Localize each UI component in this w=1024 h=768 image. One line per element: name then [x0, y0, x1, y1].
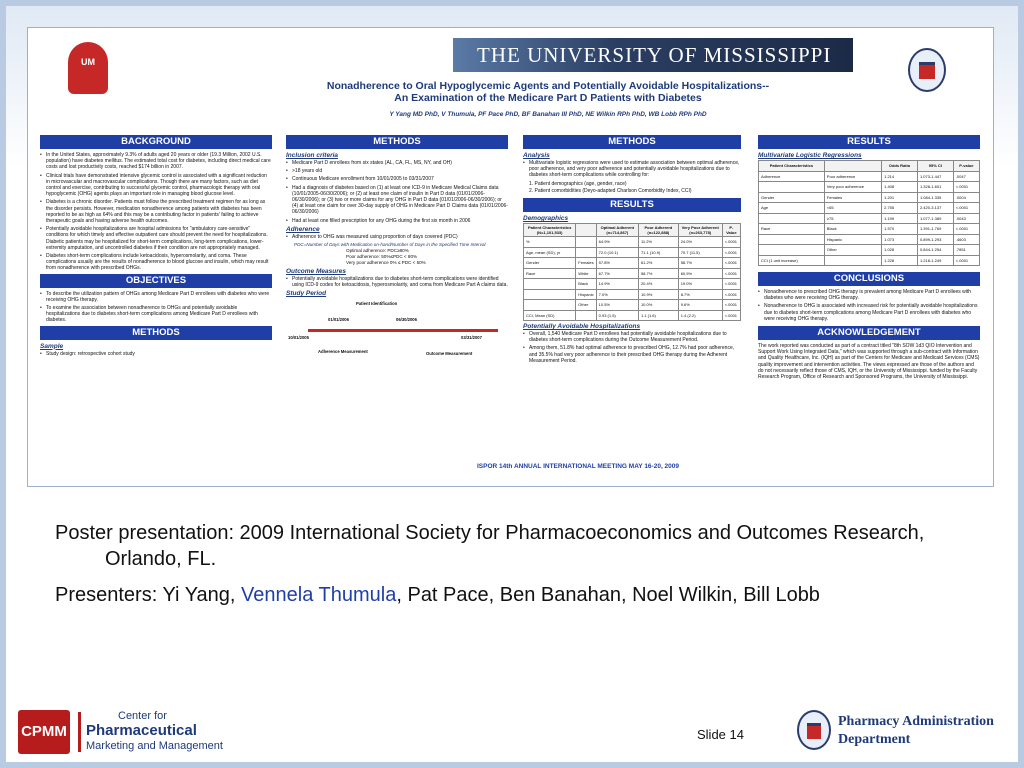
table-cell: 9.6%	[678, 300, 722, 311]
table-header: Odds Ratio	[882, 161, 918, 172]
list-item: • To examine the association between nonadherence to OHGs and potentially avoidable hospitalizations due to diabetes short-term complications among Medicare Part D enrollees with diabetes.	[40, 305, 272, 324]
table-row	[524, 258, 741, 269]
table-cell: 8.7%	[678, 289, 722, 300]
table-cell	[759, 234, 825, 245]
list-item: • Diabetes is a chronic disorder. Patients must follow the prescribed treatment regimen for as long as the disorder persists. However, medication nonadherence among patients with diabetes has been reported to be as high as 64% and this may be a contributing factor in patients' failing to achieve therapeutic goals and having adverse health outcomes.	[40, 199, 272, 224]
list-item: • >18 years old	[286, 168, 508, 174]
table-cell: 1.077-1.389	[917, 213, 953, 224]
table-cell: 1.218-1.249	[917, 255, 953, 266]
adherence-label: Adherence	[286, 225, 320, 233]
methods-header-col2: METHODS	[286, 135, 508, 149]
poster-authors: Y Yang MD PhD, V Thumula, PF Pace PhD, BF Banahan III PhD, NE Wilkin RPh PhD, WB Lobb RPh PhD	[389, 111, 707, 118]
table-cell: Race	[759, 224, 825, 235]
table-cell	[576, 237, 596, 248]
table-cell: <65	[824, 203, 881, 214]
pah-list	[523, 331, 741, 364]
list-item: • Clinical trials have demonstrated intensive glycemic control is associated with a significant reduction in microvascular and macrovascular complications. Though there are many factors, such as diet control and exercise, contributing to successful glycemic control, pharmacologic therapy with oral hypoglycemic (OHG) agents plays an important role in managing blood glucose level.	[40, 173, 272, 198]
table-row	[524, 310, 741, 321]
objectives-header: OBJECTIVES	[40, 274, 272, 288]
table-row	[759, 213, 980, 224]
table-cell: <.0001	[722, 247, 740, 258]
table-header: 95% CI	[917, 161, 953, 172]
list-item: 1. Patient demographics (age, gender, race)	[529, 180, 627, 187]
poster-col-background	[40, 135, 272, 359]
table-row	[524, 279, 741, 290]
table-row	[759, 234, 980, 245]
methods-header-col3: METHODS	[523, 135, 741, 149]
marketing-management-label: Marketing and Management	[86, 740, 223, 752]
list-item: • Medicare Part D enrollees from six states (AL, CA, FL, MS, NY, and OH)	[286, 160, 508, 166]
table-cell: 71.1 (10.9)	[638, 247, 678, 258]
pharmacy-seal-icon	[908, 48, 946, 92]
pharmacy-administration-logo-text	[838, 713, 1018, 749]
pdc-level: Poor adherence: 50%≤PDC < 80%	[346, 254, 418, 260]
table-header	[576, 224, 596, 237]
study-period-label: Study Period	[286, 290, 327, 298]
presenters-rest: , Pat Pace, Ben Banahan, Noel Wilkin, Bill Lobb	[396, 584, 820, 606]
list-item: • Among them, 51.8% had optimal adherence to prescribed OHG, 12.7% had poor adherence, and 35.5% had very poor adherence to their prescribed OHG therapy during the Adherent Measurement Period.	[523, 345, 741, 364]
table-cell: 1.201	[882, 192, 918, 203]
table-cell: Other	[576, 300, 596, 311]
table-row	[759, 255, 980, 266]
table-header: Poor Adherent (n=122,888)	[638, 224, 678, 237]
table-cell: 11.2%	[638, 237, 678, 248]
pdc-formula: PDC=Number of Days with Medication on-hand/Number of Days in the Specified Time Interval	[294, 242, 486, 248]
table-cell: 67.7%	[596, 268, 638, 279]
table-cell: 1.570	[882, 224, 918, 235]
methods-header-col1: METHODS	[40, 326, 272, 340]
analysis-label: Analysis	[523, 152, 550, 159]
table-cell: Race	[524, 268, 576, 279]
outcome-label: Outcome Measures	[286, 268, 346, 276]
table-cell: 61.2%	[638, 258, 678, 269]
outcome-list	[286, 276, 508, 288]
list-item: • Nonadherence to prescribed OHG therapy is prevalent among Medicare Part D enrollees with diabetes who were receiving OHG therapy.	[758, 289, 980, 301]
table-cell: Black	[824, 224, 881, 235]
list-item: • Potentially avoidable hospitalizations are hospital admissions for "ambulatory care-sensitive" conditions for which timely and effective outpatient care should prevent the need for hospitalizations. Diabetic patients may be hospitalized for short-term complications, long-term complications, lower-extremity amputation, and uncontrolled diabetes if their condition are not appropriately managed.	[40, 226, 272, 251]
table-cell: Poor adherence	[824, 171, 881, 182]
meeting-footer: ISPOR 14th ANNUAL INTERNATIONAL MEETING MAY 16-20, 2009	[476, 463, 680, 470]
demographics-table	[523, 223, 741, 321]
timeline-date: 10/01/2005	[288, 335, 309, 341]
inclusion-label: Inclusion criteria	[286, 152, 339, 159]
table-row	[524, 247, 741, 258]
table-cell: 57.8%	[596, 258, 638, 269]
table-header: P-value	[953, 161, 979, 172]
cpmm-logo: CPMM	[18, 710, 70, 754]
poster-image	[27, 27, 994, 487]
mlr-label: Multivariate Logistic Regressions	[758, 152, 862, 159]
table-cell: Hispanic	[576, 289, 596, 300]
list-item: • In the United States, approximately 9.3% of adults aged 20 years or older (19.3 Million, 2002 U.S. population) have diabetes mellitus. The estimated total cost for diabetes, including direct medical care costs and lost productivity costs, reached $174 billion in 2007.	[40, 152, 272, 171]
table-cell: <.0001	[722, 279, 740, 290]
table-cell: Females	[576, 258, 596, 269]
table-row	[759, 192, 980, 203]
table-header: Patient Characteristics	[759, 161, 825, 172]
inclusion-list	[286, 160, 508, 224]
table-cell: 1.408	[882, 182, 918, 193]
university-banner: THE UNIVERSITY OF MISSISSIPPI	[453, 38, 853, 72]
table-cell: Adherence	[759, 171, 825, 182]
table-cell: .0043	[953, 213, 979, 224]
table-cell: 19.0%	[678, 279, 722, 290]
analysis-list	[523, 160, 741, 179]
table-row	[524, 268, 741, 279]
table-cell	[524, 300, 576, 311]
table-cell: .0047	[953, 171, 979, 182]
table-cell	[824, 255, 881, 266]
table-row	[759, 224, 980, 235]
table-cell	[576, 310, 596, 321]
table-cell: 24.0%	[678, 237, 722, 248]
table-header: P-Value	[722, 224, 740, 237]
table-cell	[576, 247, 596, 258]
table-cell: <.0001	[953, 224, 979, 235]
pah-label: Potentially Avoidable Hospitalizations	[523, 323, 641, 331]
poster-col-analysis	[523, 135, 741, 366]
table-cell: 1.1 (1.6)	[638, 310, 678, 321]
table-cell: .0004	[953, 192, 979, 203]
cpmm-divider	[78, 712, 81, 752]
table-cell: 1.328-1.601	[917, 182, 953, 193]
list-item: • Had at least one filled prescription for any OHG during the first six month in 2006	[286, 218, 508, 224]
table-cell: Black	[576, 279, 596, 290]
table-cell: 58.7%	[638, 268, 678, 279]
table-cell: 14.9%	[596, 279, 638, 290]
table-row	[524, 224, 741, 237]
pdc-level: Very poor adherence 0% ≤ PDC < 50%	[346, 260, 426, 266]
list-item: 2. Patient comorbidities (Deyo-adapted Charlson Comorbidity Index, CCI)	[529, 187, 692, 194]
table-header: Very Poor Adherent (n=263,778)	[678, 224, 722, 237]
table-cell: 64.9%	[596, 237, 638, 248]
acknowledgement-header: ACKNOWLEDGEMENT	[758, 326, 980, 340]
table-row	[759, 171, 980, 182]
results-header-col4: RESULTS	[758, 135, 980, 149]
table-cell: <.0001	[953, 203, 979, 214]
table-cell: 1.073-1.447	[917, 171, 953, 182]
timeline-date: 01/01/2006	[328, 317, 349, 323]
timeline-label: Adherence Measurement	[318, 349, 368, 355]
table-cell: 10.0%	[638, 300, 678, 311]
table-header: Patient Characteristics (N=1,101,533)	[524, 224, 576, 237]
background-header: BACKGROUND	[40, 135, 272, 149]
pad-line1: Pharmacy Administration	[838, 714, 994, 729]
list-item: • Overall, 1,540 Medicare Part D enrollees had potentially avoidable hospitalizations due to diabetes short-term complications during the Outcome Measurement Period.	[523, 331, 741, 343]
table-cell: White	[576, 268, 596, 279]
table-cell	[524, 289, 576, 300]
sample-label: Sample	[40, 342, 64, 350]
table-cell: 1.084-1.335	[917, 192, 953, 203]
timeline-label: Patient Identification	[356, 301, 398, 307]
table-cell: 0.899-1.293	[917, 234, 953, 245]
table-cell: 60.9%	[678, 268, 722, 279]
table-cell: 1.199	[882, 213, 918, 224]
study-period-timeline	[286, 299, 508, 363]
objectives-list	[40, 291, 272, 324]
table-cell: 70.7 (11.5)	[678, 247, 722, 258]
list-item: • To describe the utilization pattern of OHGs among Medicare Part D enrollees with diabetes who were receiving OHG therapy.	[40, 291, 272, 303]
table-cell	[759, 182, 825, 193]
presenters-prefix: Presenters: Yi Yang,	[55, 584, 242, 606]
table-cell: 1.214	[882, 171, 918, 182]
table-row	[759, 182, 980, 193]
poster-col-methods	[286, 135, 508, 363]
list-item: • Potentially avoidable hospitalizations due to diabetes short-term complications were identified using ICD-9 codes for ketoacidosis, hyperosmolarity, and coma from Medicare Part A claims data.	[286, 276, 508, 288]
pad-line2: Department	[838, 732, 911, 747]
timeline-date: 03/31/2007	[461, 335, 482, 341]
table-cell: 1.4 (2.2)	[678, 310, 722, 321]
table-cell: Other	[824, 245, 881, 256]
pharmaceutical-label: Pharmaceutical	[86, 722, 197, 739]
adherence-list	[286, 234, 508, 240]
table-cell: 0.93 (1.5)	[596, 310, 638, 321]
table-cell: 10.5%	[596, 300, 638, 311]
presenter-highlight: Vennela Thumula	[241, 584, 397, 606]
list-item: • Nonadherence to OHG is associated with increased risk for potentially avoidable hospitalizations due to diabetes short-term complications among Medicare Part D enrollees with diabetes who were receiving OHG therapy.	[758, 303, 980, 322]
table-cell: 72.0 (10.1)	[596, 247, 638, 258]
table-row	[524, 300, 741, 311]
table-cell: <.0001	[722, 258, 740, 269]
list-item: • Had a diagnosis of diabetes based on (1) at least one ICD-9 in Medicare Medical Claims data (10/01/2005-06/30/2006); or (2) at least one claim of insulin in Part D data (01/01/2006-06/30/2006); or (3) two or more claims for any OHG in Part D data (01/01/2006-06/30/2006); or (4) at least one claim for over 30-day supply of OHG in Medicare Part D Claims data (01/01/2006-06/30/2006)	[286, 185, 508, 216]
table-cell: <.0001	[722, 300, 740, 311]
table-cell: <.0001	[953, 255, 979, 266]
table-cell: <.0001	[722, 310, 740, 321]
timeline-date: 06/30/2006	[396, 317, 417, 323]
university-seal-logo: UM	[68, 42, 108, 94]
analysis-items	[523, 181, 741, 194]
table-cell: ≥75	[824, 213, 881, 224]
table-row	[759, 203, 980, 214]
table-header	[824, 161, 881, 172]
list-item: • Adherence to OHG was measured using proportion of days covered (PDC)	[286, 234, 508, 240]
table-cell: 20.4%	[638, 279, 678, 290]
conclusions-list	[758, 289, 980, 322]
table-cell: Age	[759, 203, 825, 214]
table-cell	[524, 279, 576, 290]
table-cell	[759, 213, 825, 224]
table-cell: Very poor adherence	[824, 182, 881, 193]
table-cell: 0.844-1.254	[917, 245, 953, 256]
slide-number: Slide 14	[697, 727, 744, 742]
conclusions-header: CONCLUSIONS	[758, 272, 980, 286]
table-cell: Hispanic	[824, 234, 881, 245]
table-cell: <.0001	[953, 182, 979, 193]
caption-presenters	[55, 582, 995, 608]
caption-poster-presentation: Poster presentation: 2009 International Society for Pharmacoeconomics and Outcomes Research, Orlando, FL.	[55, 522, 925, 570]
timeline-label: Outcome Measurement	[426, 351, 473, 357]
table-row	[524, 237, 741, 248]
acknowledgement-text: The work reported was conducted as part of a contract titled "8th SOW 1d3 QIO Intervention and Support Work Using Integrated Data," which was supported through a sub-contract with Information and Quality Healthcare, Inc. (IQH) as part of the Centers for Medicare and Medicaid Services (CMS) quality improvement and intervention activities. The views expressed are those of the authors and do not necessarily reflect those of CMS, IQH, or the University of Mississippi. funded by the Faculty Research Program, Office of Research and Sponsored Programs, the University of Mississippi.	[758, 343, 980, 381]
poster-title	[258, 80, 838, 104]
table-cell: 1.228	[882, 255, 918, 266]
list-item: • Multivariate logistic regressions were used to estimate association between optimal adherence, poor adherence, and very poor adherence and potentially avoidable hospitalizations due to diabetes short-term complications while controlling for:	[523, 160, 741, 179]
table-cell: <.0001	[722, 268, 740, 279]
table-cell: CCI, Mean (SD)	[524, 310, 576, 321]
table-cell: <.0001	[722, 289, 740, 300]
table-cell: Gender	[759, 192, 825, 203]
pdc-level: Optimal adherence: PDC≥80%	[346, 248, 409, 254]
center-for-label: Center for	[118, 710, 167, 722]
list-item: • Diabetes short-term complications include ketoacidosis, hyperosmolarity, and coma. These complications usually are the results of nonadherence to blood glucose and insulin, which may result from nonadherence with prescribed OHGs.	[40, 253, 272, 272]
results-header-col3: RESULTS	[523, 198, 741, 212]
table-cell: 10.9%	[638, 289, 678, 300]
list-item: • Study design: retrospective cohort study	[40, 351, 272, 357]
sample-list	[40, 351, 272, 357]
table-cell: %	[524, 237, 576, 248]
poster-title-line1: Nonadherence to Oral Hypoglycemic Agents and Potentially Avoidable Hospitalizations--	[326, 80, 770, 92]
table-cell: .4603	[953, 234, 979, 245]
cpmm-text	[86, 709, 226, 753]
table-cell: CCI (1 unit increase)	[759, 255, 825, 266]
table-cell: 58.7%	[678, 258, 722, 269]
table-cell: 1.073	[882, 234, 918, 245]
table-cell: 2.420-3.137	[917, 203, 953, 214]
table-cell: Females	[824, 192, 881, 203]
background-list	[40, 152, 272, 272]
table-cell	[759, 245, 825, 256]
demographics-label: Demographics	[523, 215, 569, 223]
table-row	[759, 161, 980, 172]
table-cell: Age, mean (SD), yr	[524, 247, 576, 258]
table-cell: 1.028	[882, 245, 918, 256]
table-cell: .7851	[953, 245, 979, 256]
poster-title-line2: An Examination of the Medicare Part D Patients with Diabetes	[394, 92, 702, 104]
table-cell: 2.755	[882, 203, 918, 214]
table-cell: 7.0%	[596, 289, 638, 300]
table-cell: Gender	[524, 258, 576, 269]
poster-col-results	[758, 135, 980, 380]
mlr-table	[758, 160, 980, 266]
table-row	[759, 245, 980, 256]
table-row	[524, 289, 741, 300]
table-cell: <.0001	[722, 237, 740, 248]
timeline-bar	[308, 329, 498, 332]
table-cell: 1.391-1.769	[917, 224, 953, 235]
pharmacy-seal-icon	[797, 710, 831, 750]
list-item: • Continuous Medicare enrollment from 10/01/2005 to 03/31/2007	[286, 176, 508, 182]
table-header: Optimal Adherent (n=714,867)	[596, 224, 638, 237]
